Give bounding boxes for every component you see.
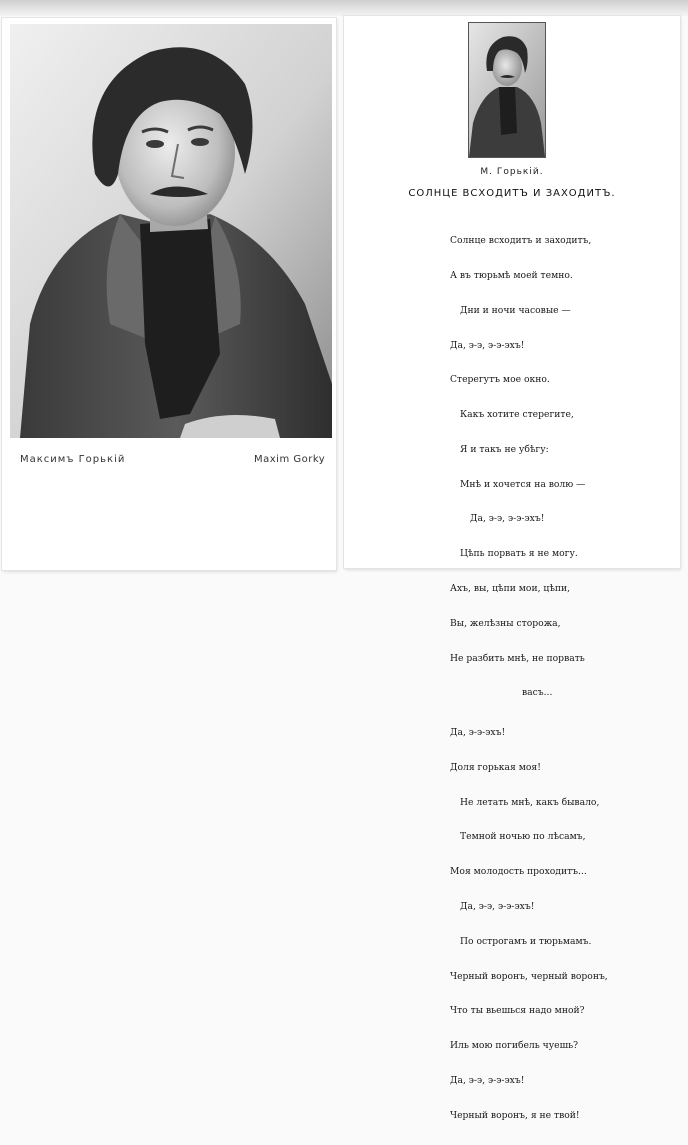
- poem-line: Доля горькая моя!: [450, 761, 541, 773]
- poem-line: По острогамъ и тюрьмамъ.: [460, 935, 592, 947]
- poem-line: Солнце всходитъ и заходитъ,: [450, 235, 592, 247]
- poem-line: Цѣпь порвать я не могу.: [460, 548, 578, 560]
- poem-text: [450, 212, 608, 1145]
- portrait-photo-large: [10, 24, 332, 438]
- poem-line: Я и такъ не убѣгу:: [460, 443, 549, 455]
- poem-line: Не разбить мнѣ, не порвать: [450, 652, 585, 664]
- caption-english: Maxim Gorky: [254, 454, 326, 465]
- poem-line: Стерегутъ мое окно.: [450, 374, 550, 386]
- poem-line: Какъ хотите стерегите,: [460, 409, 574, 421]
- poem-title: СОЛНЦЕ ВСХОДИТЪ И ЗАХОДИТЪ.: [408, 188, 616, 199]
- poem-line: Да, э-э-эхъ!: [450, 727, 506, 739]
- poem-line: Ахъ, вы, цѣпи мои, цѣпи,: [450, 583, 571, 594]
- poem-line: А въ тюрьмѣ моей темно.: [450, 269, 573, 281]
- poem-line: Не летать мнѣ, какъ бывало,: [460, 796, 600, 808]
- poem-line: Мнѣ и хочется на волю —: [460, 478, 586, 490]
- poem-line: Да, э-э, э-э-эхъ!: [450, 1074, 525, 1086]
- postcard-poem: [344, 16, 680, 1121]
- poem-line: Вы, желѣзны сторожа,: [450, 617, 561, 629]
- portrait-image: [10, 24, 332, 438]
- portrait-photo-small: [468, 22, 546, 158]
- poem-line: Что ты вьешься надо мной?: [450, 1005, 585, 1017]
- poem-line: Да, э-э, э-э-эхъ!: [460, 901, 535, 913]
- portrait-thumbnail-image: [469, 23, 545, 157]
- poem-line: Да, э-э, э-э-эхъ!: [470, 513, 545, 525]
- poem-line: Черный воронъ, я не твой!: [450, 1109, 580, 1121]
- author-heading: М. Горькій.: [480, 167, 544, 177]
- poem-line: Темной ночью по лѣсамъ,: [460, 831, 586, 843]
- poem-line: Моя молодость проходитъ...: [450, 866, 587, 878]
- poem-line: Да, э-э, э-э-эхъ!: [450, 339, 525, 351]
- caption-russian: Максимъ Горькій: [20, 454, 126, 465]
- poem-line: васъ...: [522, 687, 553, 699]
- poem-line: Дни и ночи часовые —: [460, 304, 571, 316]
- scan-top-edge: [0, 0, 688, 16]
- poem-line: Иль мою погибель чуешь?: [450, 1040, 579, 1052]
- poem-line: Черный воронъ, черный воронъ,: [450, 970, 608, 982]
- postcard-portrait: [2, 18, 336, 570]
